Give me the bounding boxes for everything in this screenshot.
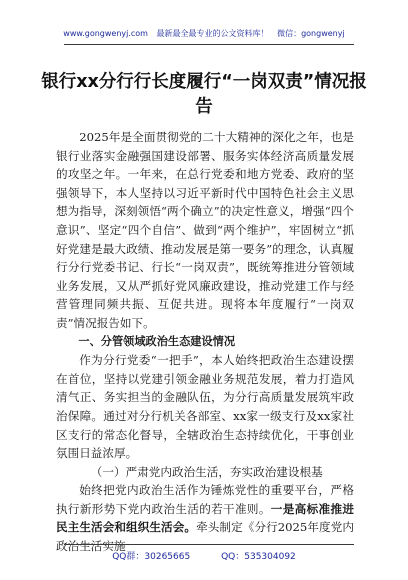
footer-divider bbox=[64, 544, 354, 545]
document-body bbox=[56, 128, 354, 556]
header-divider bbox=[64, 44, 354, 45]
paragraph-political-ecology: 作为分行党委“一把手”，本人始终把政治生态建设摆在首位，坚持以党建引领金融业务规范发展，着力打造风清气正、务实担当的金融队伍，为分行高质量发展筑牢政治保障。通过对分行机关各部室、xx家一级支行及xx家社区支行的常态化督导，全辖政治生态持续优化，干事创业氛围日益浓厚。 bbox=[56, 353, 354, 461]
page-header bbox=[0, 28, 408, 39]
document-title: 银行xx分行行长度履行“一岗双责”情况报告 bbox=[41, 72, 367, 117]
paragraph-intro: 2025年是全面贯彻党的二十大精神的深化之年，也是银行业落实金融强国建设部署、服务实体经济高质量发展的攻坚之年。一年来，在总行党委和地方党委、政府的坚强领导下，本人坚持以习近平新时代中国特色社会主义思想为指导，深刻领悟“两个确立”的决定性意义，增强“四个意识”、坚定“四个自信”、做到“两个维护”，牢固树立“抓好党建是最大政绩、推动发展是第一要务”的理念，认真履行分行党委书记、行长“一岗双责”，既统筹推进分管领域业务发展，又从严抓好党风廉政建设，推动党建工作与经营管理同频共振、互促共进。现将本年度履行“一岗双责”情况报告如下。 bbox=[56, 130, 354, 330]
paragraph-party-life-bold: 一是高标准推进民主生活会和组织生活会。 bbox=[56, 501, 354, 535]
paragraph-party-life-end: 牵头制定《分行2025年度党内政治生活实施 bbox=[56, 520, 354, 554]
footer-qq: QQ：535304092 bbox=[221, 552, 296, 562]
subsection-heading-1: （一）严肃党内政治生活，夯实政治建设根基 bbox=[90, 464, 323, 479]
paragraph-party-life-start: 始终把党内政治生活作为锤炼党性的重要平台，严格执行新形势下党内政治生活的若干准则。 bbox=[56, 483, 354, 516]
header-wechat: 微信：gongwenyj bbox=[277, 29, 345, 38]
header-slogan: 最新最全最专业的公文资料库！ bbox=[156, 29, 269, 38]
page-footer bbox=[0, 549, 408, 562]
section-heading-1: 一、分管领域政治生态建设情况 bbox=[78, 334, 236, 348]
footer-qq-group: QQ群：30265665 bbox=[112, 552, 191, 562]
header-site[interactable]: www.gongwenyj.com bbox=[63, 29, 148, 38]
